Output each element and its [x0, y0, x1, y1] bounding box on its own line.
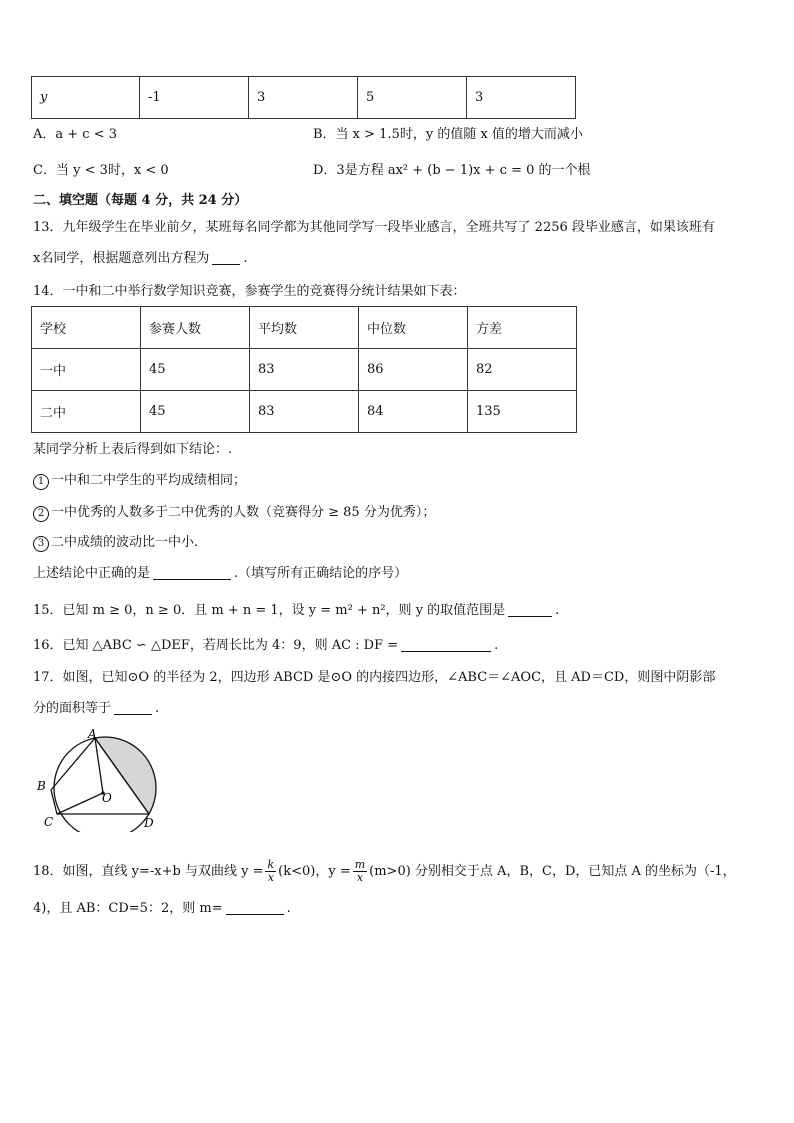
answer-blank[interactable]: [114, 700, 152, 715]
table-header-row: [32, 307, 577, 349]
conclusion-3: [33, 533, 198, 553]
fraction-m-over-x: [353, 859, 367, 884]
q18-text: 4)，且 AB：CD=5：2，则 m=: [33, 901, 223, 916]
table-cell: 3: [467, 77, 576, 119]
table-cell: y: [32, 77, 140, 119]
fraction-denominator: x: [267, 871, 274, 884]
section-title: 二、填空题（每题 4 分，共 24 分）: [33, 193, 248, 208]
table-cell: 135: [468, 391, 577, 433]
q14-ask-text: 上述结论中正确的是: [33, 566, 151, 581]
table-row: [32, 391, 577, 433]
q17-end: .: [155, 701, 160, 716]
values-table: [31, 76, 576, 119]
q18-prefix: 18．如图，直线 y=-x+b 与双曲线 y =: [33, 864, 264, 879]
q13-end: .: [243, 251, 248, 266]
table-cell: 45: [141, 391, 250, 433]
label-b: B: [37, 779, 46, 793]
q17-line2: [33, 699, 159, 719]
fraction-denominator: x: [356, 871, 364, 884]
q14-ask-end: .（填写所有正确结论的序号）: [234, 566, 408, 581]
circled-number: 1: [33, 474, 49, 490]
q18-suffix: (m>0) 分别相交于点 A，B，C，D，已知点 A 的坐标为（-1，: [369, 864, 736, 879]
table-cell: 5: [358, 77, 467, 119]
answer-blank[interactable]: [212, 250, 240, 265]
q17-line1: 17．如图，已知⊙O 的半径为 2，四边形 ABCD 是⊙O 的内接四边形，∠ABC＝∠AOC，且 AD＝CD，则图中阴影部: [33, 670, 716, 685]
q16: [33, 636, 498, 656]
label-d: D: [144, 816, 154, 830]
conclusion-text: 一中和二中学生的平均成绩相同；: [51, 473, 247, 488]
q15-text: 15．已知 m ≥ 0，n ≥ 0．且 m + n = 1，设 y = m² + n²，则 y 的取值范围是: [33, 603, 506, 618]
table-cell: 83: [250, 349, 359, 391]
conclusion-text: 一中优秀的人数多于二中优秀的人数（竞赛得分 ≥ 85 分为优秀）；: [51, 505, 436, 520]
option-a: A．a + c < 3: [33, 127, 118, 142]
answer-blank[interactable]: [401, 637, 491, 652]
option-c: C．当 y < 3时，x < 0: [33, 163, 169, 178]
q15-end: .: [555, 603, 560, 618]
q16-end: .: [494, 638, 499, 653]
fraction-numerator: k: [267, 858, 275, 871]
table-cell: 84: [359, 391, 468, 433]
conclusion-1: [33, 471, 246, 491]
q17-text: 分的面积等于: [33, 701, 112, 716]
table-cell: 86: [359, 349, 468, 391]
table-cell: 45: [141, 349, 250, 391]
table-cell: -1: [140, 77, 249, 119]
table-cell: 83: [250, 391, 359, 433]
table-row: [32, 77, 576, 119]
table-cell: 二中: [32, 391, 141, 433]
score-table: [31, 306, 577, 433]
q13-line2: [33, 249, 247, 269]
q14-line1: 14．一中和二中举行数学知识竞赛，参赛学生的竞赛得分统计结果如下表：: [33, 284, 466, 299]
table-cell: 3: [249, 77, 358, 119]
option-b: B．当 x > 1.5时，y 的值随 x 值的增大而减小: [313, 127, 583, 142]
fraction-k-over-x: [265, 859, 276, 884]
q16-text: 16．已知 △ABC ∽ △DEF，若周长比为 4：9，则 AC : DF =: [33, 638, 399, 653]
header-cell: 中位数: [359, 307, 468, 349]
q18-line2: [33, 899, 291, 919]
circled-number: 3: [33, 536, 49, 552]
label-c: C: [44, 815, 54, 829]
header-cell: 方差: [468, 307, 577, 349]
segment-co: [57, 793, 103, 814]
q13-line1: 13．九年级学生在毕业前夕，某班每名同学都为其他同学写一段毕业感言，全班共写了 2256 段毕业感言，如果该班有: [33, 220, 715, 235]
header-cell: 参赛人数: [141, 307, 250, 349]
answer-blank[interactable]: [508, 602, 552, 617]
q18-line1: [33, 859, 736, 884]
answer-blank[interactable]: [226, 900, 284, 915]
fraction-numerator: m: [354, 858, 366, 871]
q14-ask: [33, 564, 407, 584]
header-cell: 平均数: [250, 307, 359, 349]
option-d: D．3是方程 ax² + (b − 1)x + c = 0 的一个根: [313, 163, 591, 178]
conclusion-2: [33, 503, 435, 523]
q15: [33, 601, 559, 621]
q14-after: 某同学分析上表后得到如下结论：.: [33, 442, 233, 457]
label-a: A: [88, 727, 97, 741]
q13-text: x名同学，根据题意列出方程为: [33, 251, 210, 266]
circle-figure: [30, 726, 160, 832]
q18-mid: (k<0)，y =: [278, 864, 351, 879]
answer-blank[interactable]: [153, 565, 231, 580]
table-cell: 82: [468, 349, 577, 391]
conclusion-text: 二中成绩的波动比一中小.: [51, 535, 199, 550]
q18-end: .: [286, 901, 291, 916]
table-row: [32, 349, 577, 391]
label-o: O: [102, 791, 112, 805]
header-cell: 学校: [32, 307, 141, 349]
circled-number: 2: [33, 506, 49, 522]
table-cell: 一中: [32, 349, 141, 391]
